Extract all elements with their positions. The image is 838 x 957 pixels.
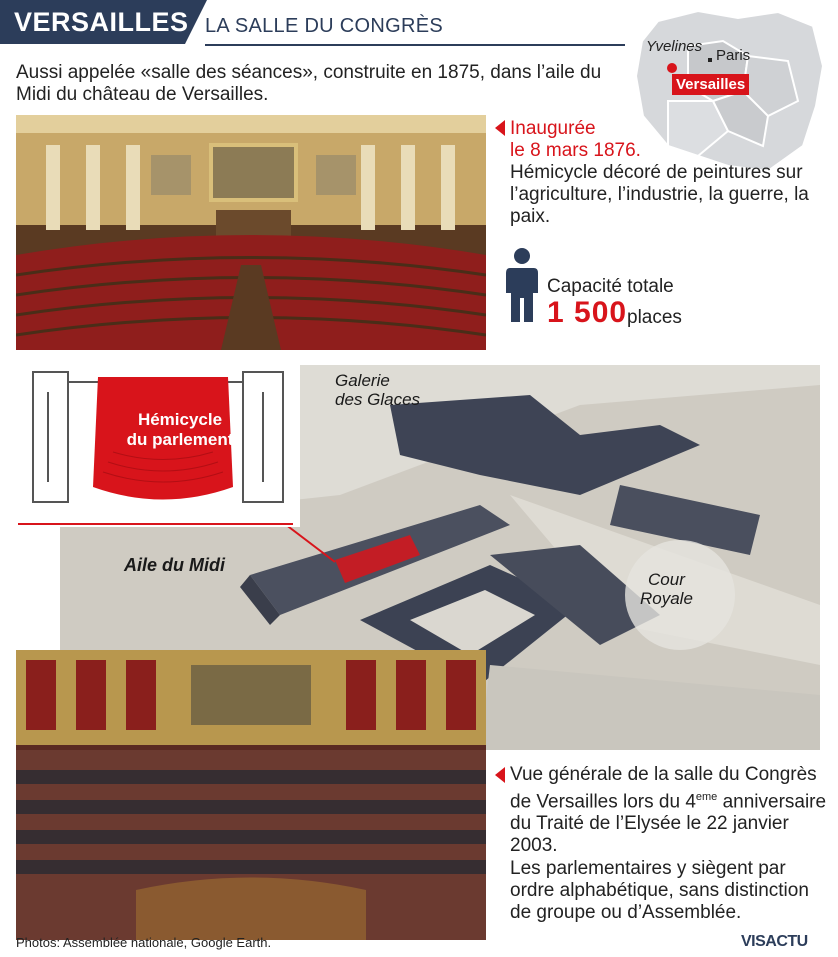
visactu-logo: VISACTU — [741, 933, 808, 950]
decoration-text: Hémicycle décoré de peintures sur l’agriculture, l’industrie, la guerre, la paix. — [510, 162, 809, 227]
page-title: LA SALLE DU CONGRÈS — [205, 15, 444, 37]
connector-line — [285, 522, 345, 572]
paris-dot — [708, 58, 712, 62]
person-icon — [505, 248, 539, 322]
plan-label-line1: Hémicycle — [137, 410, 223, 429]
caption-vue-part1: Vue générale de la salle du Congrès de Versailles lors du 4 — [510, 764, 817, 813]
map-label-yvelines: Yvelines — [646, 38, 703, 55]
pointer-icon — [495, 120, 505, 136]
label-galerie — [335, 371, 420, 409]
label-cour-line1: Cour — [648, 570, 685, 589]
inauguration-line2: le 8 mars 1876. — [510, 140, 641, 161]
label-aile-du-midi: Aile du Midi — [124, 555, 225, 575]
map-label-paris: Paris — [716, 47, 751, 64]
plan-underline — [18, 523, 293, 525]
pointer-icon-2 — [495, 767, 505, 783]
caption-vue — [510, 764, 830, 857]
intro-text: Aussi appelée «salle des séances», construite en 1875, dans l’aile du Midi du château de Versailles. — [16, 62, 602, 105]
plan-label — [95, 410, 265, 450]
caption-vue-sup: eme — [695, 791, 718, 803]
hemicycle-photo — [16, 115, 486, 350]
versailles-dot — [667, 63, 677, 73]
capacity-label: Capacité totale — [547, 276, 674, 297]
label-cour-royale — [640, 570, 693, 608]
map-label-versailles: Versailles — [672, 74, 749, 95]
inauguration-text — [510, 118, 641, 162]
caption-parlementaires: Les parlementaires y siègent par ordre alphabétique, sans distinction de groupe ou d’Assemblée. — [510, 858, 809, 923]
header-rule — [205, 44, 625, 46]
inauguration-line1: Inaugurée — [510, 118, 596, 139]
photo-credits: Photos: Assemblée nationale, Google Earth. — [16, 935, 272, 950]
header-tag-label: VERSAILLES — [14, 7, 189, 37]
caption-vue-part2: anniversaire du Traité de l’Elysée le 22 janvier 2003. — [510, 791, 827, 857]
congress-photo — [16, 650, 486, 940]
plan-label-line2: du parlement — [126, 430, 234, 449]
capacity-value: 1 500 — [547, 296, 628, 329]
label-galerie-line2: des Glaces — [335, 390, 421, 409]
capacity-unit: places — [627, 307, 682, 328]
label-cour-line2: Royale — [640, 589, 693, 608]
label-galerie-line1: Galerie — [335, 371, 390, 390]
